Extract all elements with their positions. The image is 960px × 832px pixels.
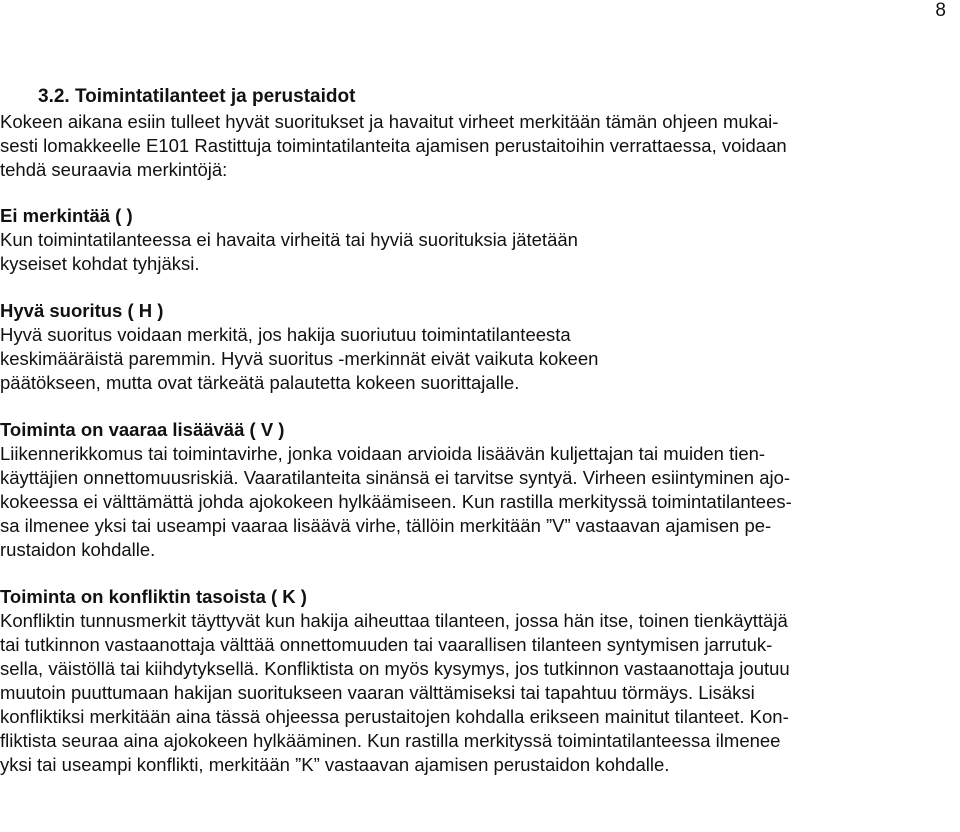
intro-line: Kokeen aikana esiin tulleet hyvät suoritukset ja havaitut virheet merkitään tämän ohjeen mukai- [0,111,779,132]
intro-paragraph [0,110,952,182]
block-line: Kun toimintatilanteessa ei havaita virheitä tai hyviä suorituksia jätetään [0,229,578,250]
block-conflict-level [0,585,952,777]
block-line: tai tutkinnon vastaanottaja välttää onnettomuuden tai vaarallisen tilanteen syntymisen jarrutuk- [0,634,773,655]
block-line: konfliktiksi merkitään aina tässä ohjeessa perustaitojen kohdalla erikseen mainitut tilanteet. Kon- [0,706,789,727]
block-line: Liikennerikkomus tai toimintavirhe, jonka voidaan arvioida lisäävän kuljettajan tai muiden tien- [0,443,766,464]
block-line: Hyvä suoritus voidaan merkitä, jos hakija suoriutuu toimintatilanteesta [0,324,571,345]
block-line: rustaidon kohdalle. [0,539,156,560]
block-line: muutoin puuttumaan hakijan suoritukseen vaaran välttämiseksi tai tapahtuu törmäys. Lisäksi [0,682,755,703]
block-line: Konfliktin tunnusmerkit täyttyvät kun hakija aiheuttaa tilanteen, jossa hän itse, toinen tienkäyttäjä [0,610,788,631]
block-line: päätökseen, mutta ovat tärkeätä palautetta kokeen suorittajalle. [0,372,520,393]
block-line: keskimääräistä paremmin. Hyvä suoritus -merkinnät eivät vaikuta kokeen [0,348,599,369]
block-heading: Toiminta on konfliktin tasoista ( K ) [0,586,307,607]
block-good-performance [0,299,952,395]
page-number: 8 [935,0,946,21]
block-line: kyseiset kohdat tyhjäksi. [0,253,200,274]
block-line: fliktista seuraa aina ajokokeen hylkääminen. Kun rastilla merkityssä toimintatilanteessa ilmenee [0,730,781,751]
block-heading: Hyvä suoritus ( H ) [0,300,164,321]
block-line: kokeessa ei välttämättä johda ajokokeen hylkäämiseen. Kun rastilla merkityssä toimintatilantees- [0,491,792,512]
intro-line: tehdä seuraavia merkintöjä: [0,159,228,180]
block-line: sella, väistöllä tai kiihdytyksellä. Konfliktista on myös kysymys, jos tutkinnon vastaanottaja joutuu [0,658,790,679]
document-body [0,84,952,777]
block-heading: Toiminta on vaaraa lisäävää ( V ) [0,419,285,440]
block-line: yksi tai useampi konflikti, merkitään ”K” vastaavan ajamisen perustaidon kohdalle. [0,754,670,775]
block-no-marking [0,204,952,276]
intro-line: sesti lomakkeelle E101 Rastittuja toimintatilanteita ajamisen perustaitoihin verrattaessa, voidaan [0,135,787,156]
block-line: sa ilmenee yksi tai useampi vaaraa lisäävä virhe, tällöin merkitään ”V” vastaavan ajamisen pe- [0,515,772,536]
block-heading: Ei merkintää ( ) [0,205,133,226]
block-line: käyttäjien onnettomuusriskiä. Vaaratilanteita sinänsä ei tarvitse syntyä. Virheen esiintyminen ajo- [0,467,791,488]
section-title: 3.2. Toimintatilanteet ja perustaidot [38,86,356,107]
block-danger-increasing [0,418,952,562]
